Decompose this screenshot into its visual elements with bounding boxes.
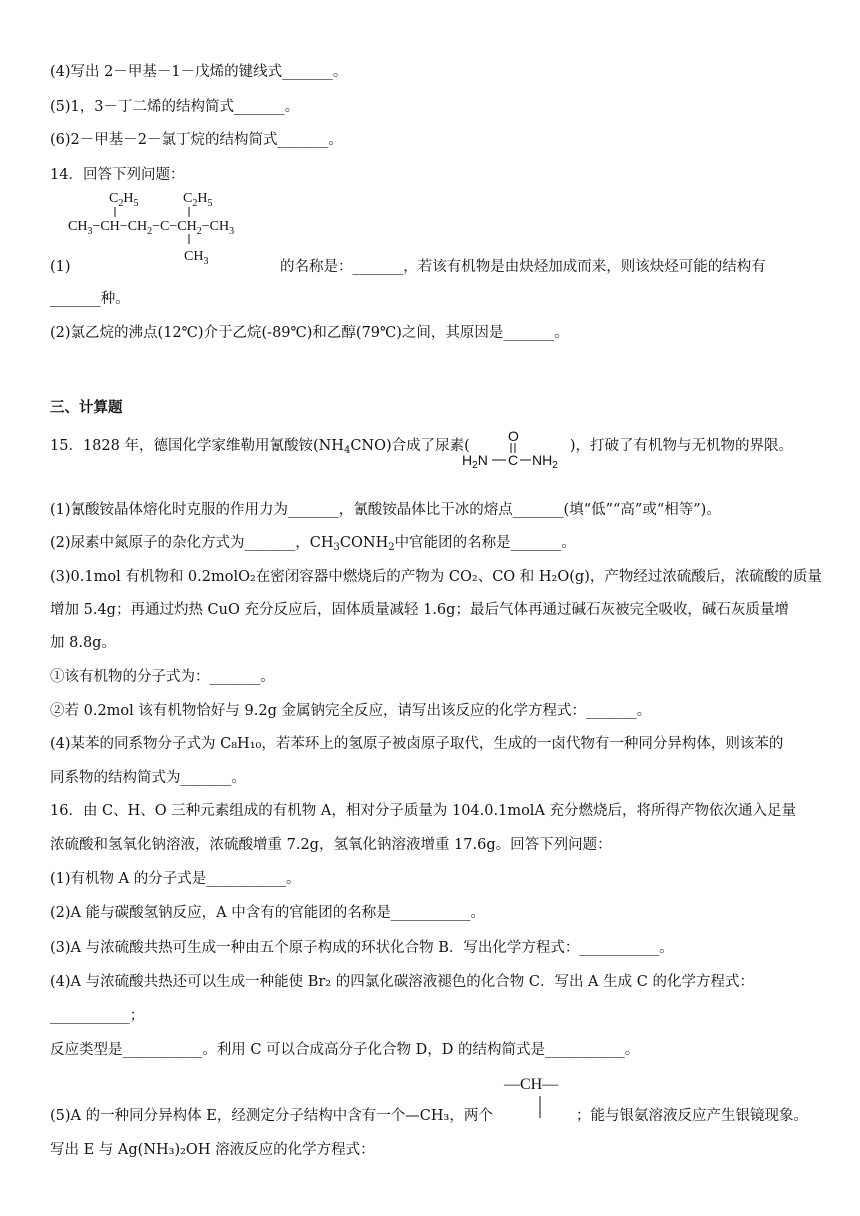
ch-group-figure xyxy=(500,1074,580,1124)
q16-part5-b: ；能与银氨溶液反应产生银镜现象。 xyxy=(576,1108,808,1124)
q16-part4-line3: 反应类型是___________。利用 C 可以合成高分子化合物 D，D 的结构简式是___________。 xyxy=(50,1042,640,1058)
q15-part3-line2: 增加 5.4g；再通过灼热 CuO 充分反应后，固体质量减轻 1.6g；最后气体再通过碱石灰被完全吸收，碱石灰质量增 xyxy=(50,602,789,618)
svg-text:H2N: $H_2N$ xyxy=(462,452,488,471)
q15-part2: (2)尿素中氮原子的杂化方式为_______，$CH_3CONH_2$中官能团的名称是_______。 xyxy=(50,535,576,553)
q15-part2-c: 中官能团的名称是_______。 xyxy=(394,535,576,551)
q16-part1: (1)有机物 A 的分子式是___________。 xyxy=(50,871,301,887)
q14-structure-formula xyxy=(68,188,288,268)
q13-part4: (4)写出 2－甲基－1－戊烯的键线式_______。 xyxy=(50,64,348,80)
ch-group-label: —CH— xyxy=(504,1076,559,1093)
q16-part3: (3)A 与浓硫酸共热可生成一种由五个原子构成的环状化合物 B．写出化学方程式：___________。 xyxy=(50,940,674,956)
q14-sub-top1: $C_2H_5$ xyxy=(109,191,139,209)
q15-intro-b: CNO)合成了尿素( xyxy=(350,438,470,454)
q16-part4-line2: ___________； xyxy=(50,1008,145,1024)
q15-part3-line3: 加 8.8g。 xyxy=(50,635,116,651)
urea-structure xyxy=(460,428,562,472)
q15-part1: (1)氰酸铵晶体熔化时克服的作用力为_______，氰酸铵晶体比干冰的熔点_______(填“低”“高”或“相等”)。 xyxy=(50,502,721,518)
q14-title: 14．回答下列问题： xyxy=(50,167,185,183)
q15-intro: 15．1828 年，德国化学家维勒用氰酸铵$(NH_4CNO)$合成了尿素( )，打破了有机物与无机物的界限。 xyxy=(50,438,793,456)
q15-part4-line2: 同系物的结构简式为_______。 xyxy=(50,770,246,786)
q14-sub-bottom: $CH_3$ xyxy=(184,249,209,267)
q16-part2: (2)A 能与碳酸氢钠反应，A 中含有的官能团的名称是___________。 xyxy=(50,905,485,921)
q14-part1-text: 的名称是：_______，若该有机物是由炔烃加成而来，则该炔烃可能的结构有 xyxy=(280,259,766,275)
q14-part2: (2)氯乙烷的沸点(12℃)介于乙烷(-89℃)和乙醇(79℃)之间，其原因是_______。 xyxy=(50,325,569,341)
q16-part5-a: (5)A 的一种同分异构体 E，经测定分子结构中含有一个—CH₃，两个 xyxy=(50,1108,493,1124)
svg-text:NH2: $NH_2$ xyxy=(532,452,558,471)
q16-line2: 浓硫酸和氢氧化钠溶液，浓硫酸增重 7.2g，氢氧化钠溶液增重 17.6g。回答下列问题： xyxy=(50,837,612,853)
q15-intro-a: 15．1828 年，德国化学家维勒用氰酸铵(NH xyxy=(50,438,344,454)
q14-main-chain: $CH_3-CH-CH_2-C-CH_2-CH_3$ xyxy=(68,219,235,237)
q15-part2-b: CONH xyxy=(339,535,389,551)
svg-text:O: O xyxy=(508,428,519,444)
q16-part4-line1: (4)A 与浓硫酸共热还可以生成一种能使 Br₂ 的四氯化碳溶液褪色的化合物 C．写出 A 生成 C 的化学方程式： xyxy=(50,974,754,990)
q15-intro-c: )，打破了有机物与无机物的界限。 xyxy=(569,438,793,454)
section-title: 三、计算题 xyxy=(50,400,123,416)
q14-part1-cont: _______种。 xyxy=(50,291,130,307)
q16-line1: 16．由 C、H、O 三种元素组成的有机物 A，相对分子质量为 104.0.1molA 充分燃烧后，将所得产物依次通入足量 xyxy=(50,803,797,819)
q13-part5: (5)1，3－丁二烯的结构简式_______。 xyxy=(50,99,300,115)
q15-part3-line1: (3)0.1mol 有机物和 0.2molO₂在密闭容器中燃烧后的产物为 CO₂、CO 和 H₂O(g)，产物经过浓硫酸后，浓硫酸的质量 xyxy=(50,569,822,585)
svg-text:C: C xyxy=(508,452,519,468)
q15-part3-ii: ②若 0.2mol 该有机物恰好与 9.2g 金属钠完全反应，请写出该反应的化学方程式：_______。 xyxy=(50,703,652,719)
q14-part1-label: (1) xyxy=(50,259,71,275)
q15-part4-line1: (4)某苯的同系物分子式为 C₈H₁₀，若苯环上的氢原子被卤原子取代，生成的一卤代物有一种同分异构体，则该苯的 xyxy=(50,736,784,752)
q16-part5-line2: 写出 E 与 Ag(NH₃)₂OH 溶液反应的化学方程式： xyxy=(50,1142,375,1158)
q15-part3-i: ①该有机物的分子式为：_______。 xyxy=(50,669,275,685)
q13-part6: (6)2－甲基－2－氯丁烷的结构简式_______。 xyxy=(50,132,343,148)
q14-sub-top2: $C_2H_5$ xyxy=(183,191,213,209)
q15-part2-a: (2)尿素中氮原子的杂化方式为_______，CH xyxy=(50,535,334,551)
